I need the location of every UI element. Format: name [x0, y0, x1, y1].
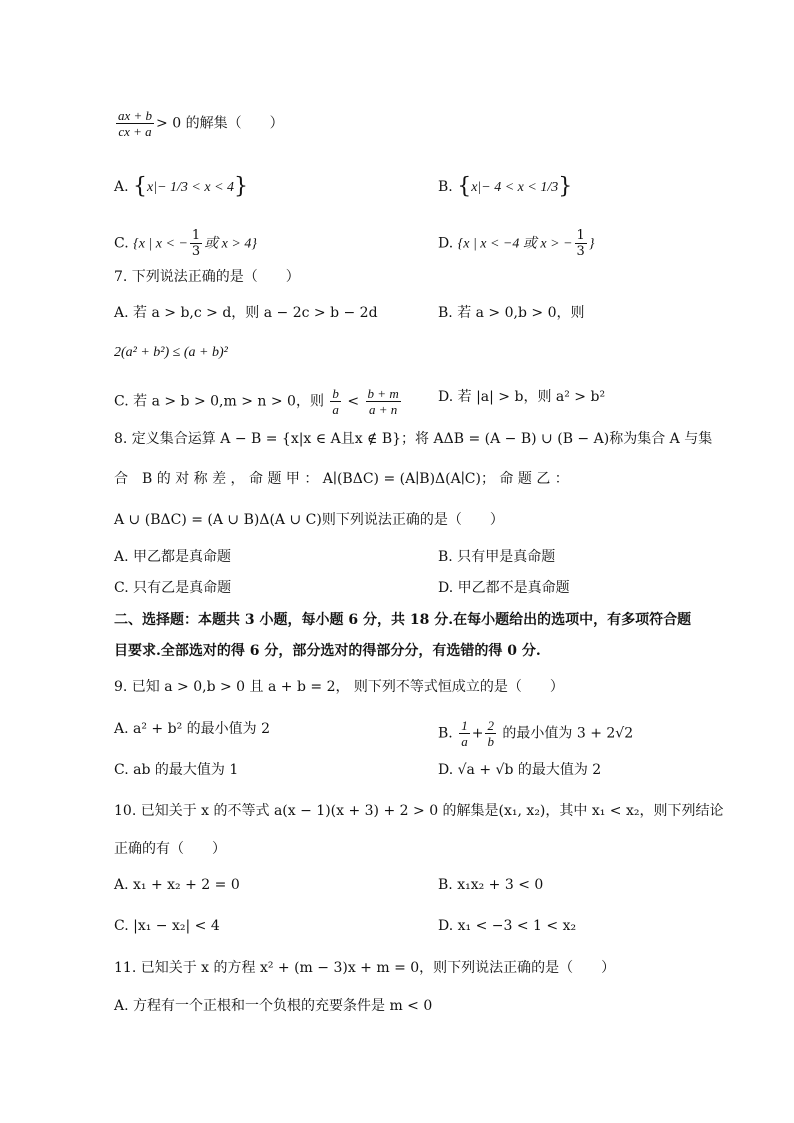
q10-option-a: A. x₁ + x₂ + 2 = 0 [114, 877, 240, 893]
q10-option-c: C. |x₁ − x₂| < 4 [114, 918, 220, 934]
section2-heading-line1: 二、选择题：本题共 3 小题，每小题 6 分，共 18 分.在每小题给出的选项中，有多项符合题 [114, 612, 692, 628]
q7-option-b: B. 若 a > 0,b > 0，则 [438, 305, 585, 321]
q7-stem: 7. 下列说法正确的是（ ） [114, 269, 300, 285]
q9-option-c: C. ab 的最大值为 1 [114, 762, 239, 778]
q10-option-b: B. x₁x₂ + 3 < 0 [438, 877, 544, 893]
q8-option-c: C. 只有乙是真命题 [114, 580, 232, 596]
q11-option-a: A. 方程有一个正根和一个负根的充要条件是 m < 0 [114, 998, 433, 1014]
q6-fraction: $\frac{ax + b}{cx + a}$ [118, 108, 153, 139]
q9-option-d: D. √a + √b 的最大值为 2 [438, 762, 602, 778]
q11-stem: 11. 已知关于 x 的方程 x² + (m − 3)x + m = 0，则下列说法正确的是（ ） [114, 960, 616, 976]
q6-option-b: B. {x|− 4 < x < 1/3} [438, 174, 573, 199]
q6-option-a: A. {x|− 1/3 < x < 4} [114, 174, 249, 199]
q7-option-a: A. 若 a > b,c > d，则 a − 2c > b − 2d [114, 305, 378, 321]
q8-stem-line3: A ∪ (BΔC) = (A ∪ B)Δ(A ∪ C)则下列说法正确的是（ ） [114, 512, 504, 528]
q10-stem-line1: 10. 已知关于 x 的不等式 a(x − 1)(x + 3) + 2 > 0 的解集是(x₁, x₂)，其中 x₁ < x₂，则下列结论 [114, 803, 724, 819]
q8-stem-line2: 合 B 的 对 称 差 ， 命 题 甲 ： A∣(BΔC) = (A∣B)Δ(A∣C)； 命 题 乙 ： [114, 471, 569, 487]
q7-option-d: D. 若 |a| > b，则 a² > b² [438, 389, 606, 405]
q6-option-c: C. {x | x < − $\frac{1}{3}$ 或 x > 4} [114, 228, 257, 259]
q6-option-d: D. {x | x < −4 或 x > − $\frac{1}{3}$ } [438, 228, 595, 259]
q10-option-d: D. x₁ < −3 < 1 < x₂ [438, 918, 577, 934]
q10-stem-line2: 正确的有（ ） [114, 841, 226, 857]
q8-option-d: D. 甲乙都不是真命题 [438, 580, 570, 596]
q7-option-c: C. 若 a > b > 0,m > n > 0，则 $\frac{b}{a}$ < $\frac{b + m}{a + n}$ [114, 386, 399, 417]
q8-option-a: A. 甲乙都是真命题 [114, 549, 232, 565]
q6-stem: $\frac{ax + b}{cx + a}$ > 0 的解集（ ） [118, 108, 284, 139]
q9-option-b: B. $\frac{1}{a}$ + $\frac{2}{b}$ 的最小值为 3 + 2√2 [438, 718, 634, 749]
section2-heading-line2: 目要求.全部选对的得 6 分，部分选对的得部分分，有选错的得 0 分. [114, 643, 541, 659]
q9-option-a: A. a² + b² 的最小值为 2 [114, 721, 270, 737]
q8-stem-line1: 8. 定义集合运算 A − B = {x|x ∈ A且x ∉ B}；将 AΔB = (A − B) ∪ (B − A)称为集合 A 与集 [114, 431, 713, 447]
q8-option-b: B. 只有甲是真命题 [438, 549, 556, 565]
q7-option-b-continued: 2(a² + b²) ≤ (a + b)² [114, 345, 228, 360]
q9-stem: 9. 已知 a > 0,b > 0 且 a + b = 2， 则下列不等式恒成立的是（ ） [114, 679, 564, 695]
